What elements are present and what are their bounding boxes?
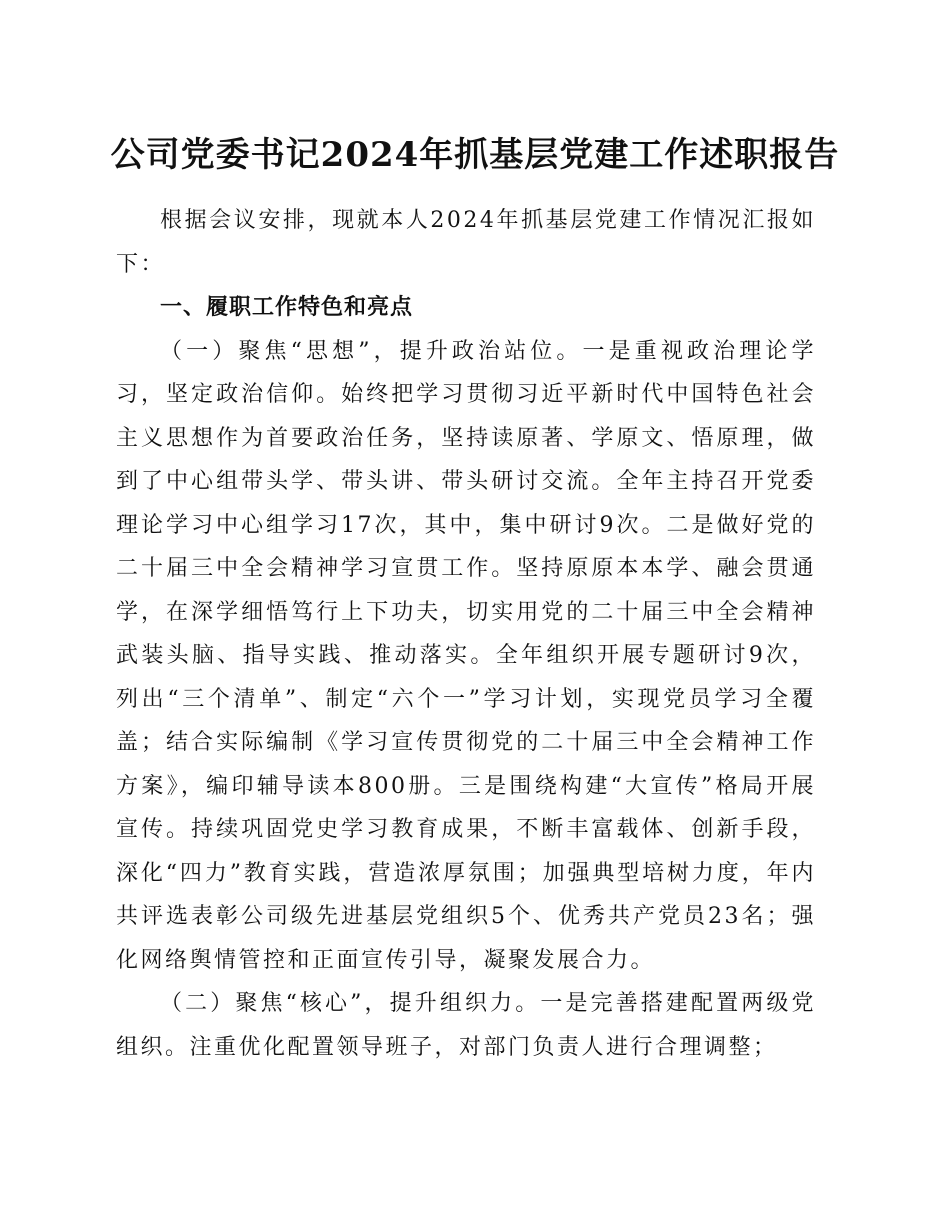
paragraph-thought: （一）聚焦“思想”，提升政治站位。一是重视政治理论学习，坚定政治信仰。始终把学习贯彻习近平新时代中国特色社会主义思想作为首要政治任务，坚持读原著、学原文、悟原理，做到了中心组带头学、带头讲、带头研讨交流。全年主持召开党委理论学习中心组学习17次，其中，集中研讨9次。二是做好党的二十届三中全会精神学习宣贯工作。坚持原原本本学、融会贯通学，在深学细悟笃行上下功夫，切实用党的二十届三中全会精神武装头脑、指导实践、推动落实。全年组织开展专题研讨9次，列出“三个清单”、制定“六个一”学习计划，实现党员学习全覆盖；结合实际编制《学习宣传贯彻党的二十届三中全会精神工作方案》，编印辅导读本800册。三是围绕构建“大宣传”格局开展宣传。持续巩固党史学习教育成果，不断丰富载体、创新手段，深化“四力”教育实践，营造浓厚氛围；加强典型培树力度，年内共评选表彰公司级先进基层党组织5个、优秀共产党员23名；强化网络舆情管控和正面宣传引导，凝聚发展合力。: [116, 338, 816, 973]
section-heading: 一、履职工作特色和亮点: [160, 295, 414, 320]
intro-paragraph: 根据会议安排，现就本人2024年抓基层党建工作情况汇报如下：: [116, 208, 816, 277]
paragraph-core: （二）聚焦“核心”，提升组织力。一是完善搭建配置两级党组织。注重优化配置领导班子，对部门负责人进行合理调整；: [116, 991, 816, 1060]
document-title: 公司党委书记2024年抓基层党建工作述职报告: [110, 135, 840, 175]
document-body: [116, 199, 816, 1069]
